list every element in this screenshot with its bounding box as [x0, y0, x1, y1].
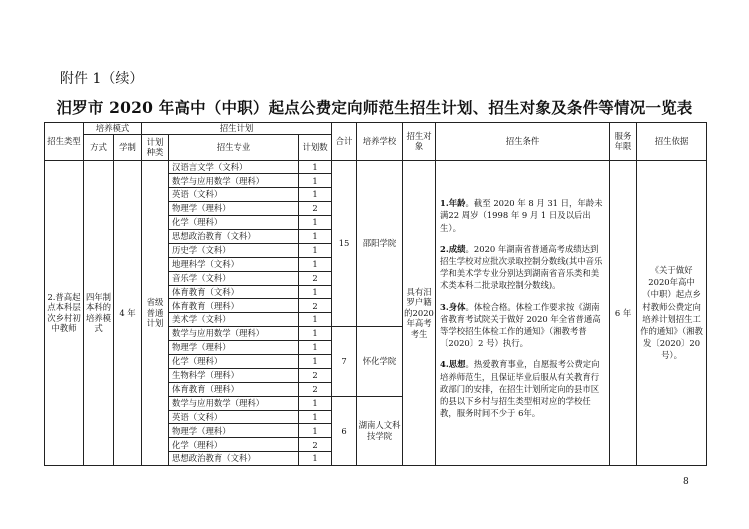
header-conditions: 招生条件 [436, 123, 610, 161]
condition-heading [440, 359, 466, 369]
header-service: 服务年限 [610, 123, 637, 161]
major-name: 体育教育（文科） [169, 285, 299, 299]
header-target: 招生对象 [403, 123, 436, 161]
plan-type-cell: 省级普通计划 [142, 160, 169, 466]
duration-cell: 4 年 [114, 160, 142, 466]
major-count: 1 [299, 341, 332, 355]
page-number: 8 [683, 477, 689, 487]
school-total: 15 [332, 160, 357, 327]
major-count: 1 [299, 410, 332, 424]
table-row [45, 160, 707, 174]
major-name: 化学（理科） [169, 438, 299, 452]
condition-number: 4. [440, 359, 449, 370]
header-duration: 学制 [114, 134, 142, 160]
major-count: 1 [299, 396, 332, 410]
major-count: 2 [299, 299, 332, 313]
major-count: 1 [299, 327, 332, 341]
target-cell: 具有汨罗户籍的2020年高考考生 [403, 160, 436, 466]
header-training-mode: 培养模式 [84, 123, 142, 135]
major-count: 2 [299, 368, 332, 382]
header-plan-group: 招生计划 [142, 123, 332, 135]
condition-key: 年龄 [448, 198, 466, 209]
basis-cell: 《关于做好2020年高中（中职）起点乡村教师公费定向培养计划招生工作的通知》（湘教发〔2020〕20号）。 [637, 160, 707, 466]
condition-key: 思想 [448, 359, 466, 370]
header-count: 计划数 [299, 134, 332, 160]
major-name: 英语（文科） [169, 410, 299, 424]
major-name: 体育教育（理科） [169, 382, 299, 396]
major-name: 生物科学（理科） [169, 368, 299, 382]
major-name: 物理学（理科） [169, 424, 299, 438]
condition-heading [440, 302, 466, 312]
major-count: 1 [299, 216, 332, 230]
major-count: 1 [299, 188, 332, 202]
major-name: 体育教育（理科） [169, 299, 299, 313]
major-name: 思想政治教育（文科） [169, 229, 299, 243]
condition-heading [440, 244, 466, 254]
condition-number: 3. [440, 301, 449, 312]
header-plan-type: 计划种类 [142, 134, 169, 160]
major-name: 地理科学（文科） [169, 257, 299, 271]
header-mode: 方式 [84, 134, 114, 160]
condition-text: 。体检合格。体检工作要求按《湖南省教育考试院关于做好 2020 年全省普通高等学校招生体检工作的通知》（湘教考普〔2020〕2 号）执行。 [440, 301, 601, 349]
header-total: 合计 [332, 123, 357, 161]
major-name: 物理学（理科） [169, 341, 299, 355]
condition-text: 。截至 2020 年 8 月 31 日，年龄未满22 周岁（1998 年 9 月 1 日及以后出生）。 [440, 198, 603, 233]
document-title: 汨罗市 2020 年高中（中职）起点公费定向师范生招生计划、招生对象及条件等情况一览表 [56, 98, 693, 117]
major-count: 1 [299, 424, 332, 438]
condition-number: 1. [440, 198, 449, 209]
major-count: 1 [299, 285, 332, 299]
condition-item [440, 197, 605, 234]
school-name: 怀化学院 [357, 327, 403, 396]
major-name: 音乐学（文科） [169, 271, 299, 285]
category-cell: 2.普高起点本科层次乡村初中教师 [45, 160, 84, 466]
major-count: 1 [299, 354, 332, 368]
condition-item [440, 243, 605, 292]
header-major: 招生专业 [169, 134, 299, 160]
header-category: 招生类型 [45, 123, 84, 161]
major-count: 1 [299, 229, 332, 243]
condition-heading [440, 198, 466, 208]
major-count: 1 [299, 313, 332, 327]
major-name: 化学（理科） [169, 216, 299, 230]
condition-text: 。2020 年湖南省普通高考成绩达到招生学校对应批次录取控制分数线(其中音乐学和美术学专业分别达到湖南省音乐类和美术类本科二批录取控制分数线)。 [440, 243, 603, 291]
condition-text: 。热爱教育事业，自愿报考公费定向培养师范生，且保证毕业后服从有关教育行政部门的安排，在招生计划所定向的县市区的县以下乡村与招生类型相对应的学校任教，服务时间不少于 6年。 [440, 359, 600, 419]
condition-key: 身体 [448, 301, 466, 312]
major-name: 汉语言文学（文科） [169, 160, 299, 174]
conditions-cell [436, 160, 610, 466]
major-name: 物理学（理科） [169, 202, 299, 216]
major-count: 2 [299, 271, 332, 285]
header-row-1 [45, 123, 707, 135]
annex-label: 附件 1（续） [60, 71, 144, 87]
major-name: 历史学（文科） [169, 243, 299, 257]
major-name: 数学与应用数学（理科） [169, 327, 299, 341]
major-name: 数学与应用数学（理科） [169, 396, 299, 410]
enrollment-plan-table [44, 122, 707, 466]
school-total: 6 [332, 396, 357, 465]
major-count: 1 [299, 243, 332, 257]
condition-key: 成绩 [448, 243, 466, 254]
condition-item [440, 358, 605, 419]
major-name: 化学（理科） [169, 354, 299, 368]
major-name: 英语（文科） [169, 188, 299, 202]
service-cell: 6 年 [610, 160, 637, 466]
major-count: 2 [299, 382, 332, 396]
major-name: 美术学（文科） [169, 313, 299, 327]
major-count: 1 [299, 160, 332, 174]
major-count: 1 [299, 174, 332, 188]
header-basis: 招生依据 [637, 123, 707, 161]
major-name: 数学与应用数学（理科） [169, 174, 299, 188]
condition-number: 2. [440, 243, 449, 254]
major-count: 2 [299, 202, 332, 216]
school-name: 邵阳学院 [357, 160, 403, 327]
major-count: 2 [299, 438, 332, 452]
mode-cell: 四年制本科的培养模式 [84, 160, 114, 466]
condition-item [440, 301, 605, 350]
major-name: 思想政治教育（文科） [169, 452, 299, 466]
major-count: 1 [299, 257, 332, 271]
school-name: 湖南人文科技学院 [357, 396, 403, 465]
header-school: 培养学校 [357, 123, 403, 161]
school-total: 7 [332, 327, 357, 396]
major-count: 1 [299, 452, 332, 466]
